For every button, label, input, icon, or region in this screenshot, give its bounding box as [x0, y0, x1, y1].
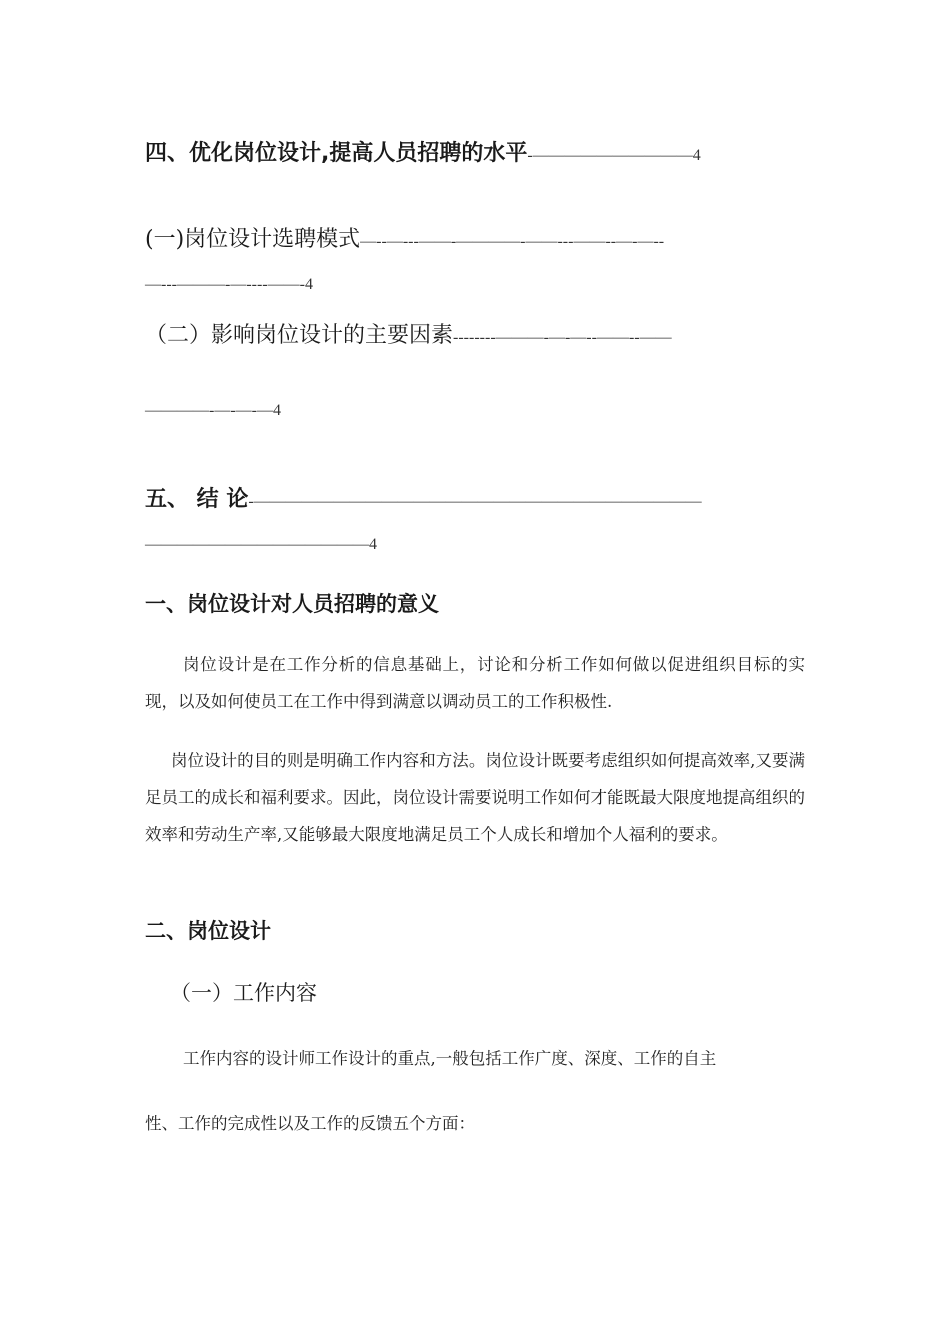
toc-item-4b-leader-cont: ————-—-—-—4	[145, 402, 281, 419]
toc-item-4[interactable]	[145, 136, 701, 167]
toc-item-5-title: 五、 结 论	[145, 487, 249, 512]
section-2-paragraph-line-2: 性、工作的完成性以及工作的反馈五个方面：	[145, 1114, 475, 1133]
toc-item-4-leader: -——————————4	[527, 147, 701, 164]
section-1-heading: 一、岗位设计对人员招聘的意义	[145, 592, 439, 616]
toc-item-5[interactable]	[145, 482, 702, 513]
toc-item-4b-leader: --------———-—-—--——--——	[453, 329, 672, 346]
section-2-subheading: （一）工作内容	[170, 981, 317, 1005]
toc-item-4b[interactable]	[145, 318, 672, 349]
section-1-paragraph-2: 岗位设计的目的则是明确工作内容和方法。岗位设计既要考虑组织如何提高效率,又要满足员工的成长和福利要求。因此，岗位设计需要说明工作如何才能既最大限度地提高组织的效率和劳动生产率,又能够最大限度地满足员工个人成长和增加个人福利的要求。	[145, 751, 805, 844]
toc-item-5-leader-cont: ——————————————4	[145, 536, 377, 553]
toc-item-4-title: 四、优化岗位设计,提高人员招聘的水平	[145, 141, 528, 166]
section-2-heading: 二、岗位设计	[145, 919, 271, 943]
toc-item-4a[interactable]	[145, 222, 664, 253]
toc-item-4a-cont	[145, 274, 313, 294]
toc-item-5-cont	[145, 534, 377, 554]
toc-item-4b-cont	[145, 400, 281, 420]
toc-item-4b-title: （二）影响岗位设计的主要因素	[145, 323, 454, 348]
toc-item-4a-title: (一)岗位设计选聘模式	[145, 227, 361, 252]
toc-item-4a-leader-cont: —---———-—----——-4	[145, 276, 313, 293]
section-2-paragraph-line-1: 工作内容的设计师工作设计的重点,一般包括工作广度、深度、工作的自主	[183, 1049, 717, 1068]
section-1-paragraph-1: 岗位设计是在工作分析的信息基础上，讨论和分析工作如何做以促进组织目标的实现，以及如何使员工在工作中得到满意以调动员工的工作积极性.	[145, 655, 805, 711]
toc-item-5-leader: -————————————————————————————	[248, 493, 702, 510]
toc-item-4a-leader: —--—---——-————-——---——--—-—--	[360, 233, 665, 250]
